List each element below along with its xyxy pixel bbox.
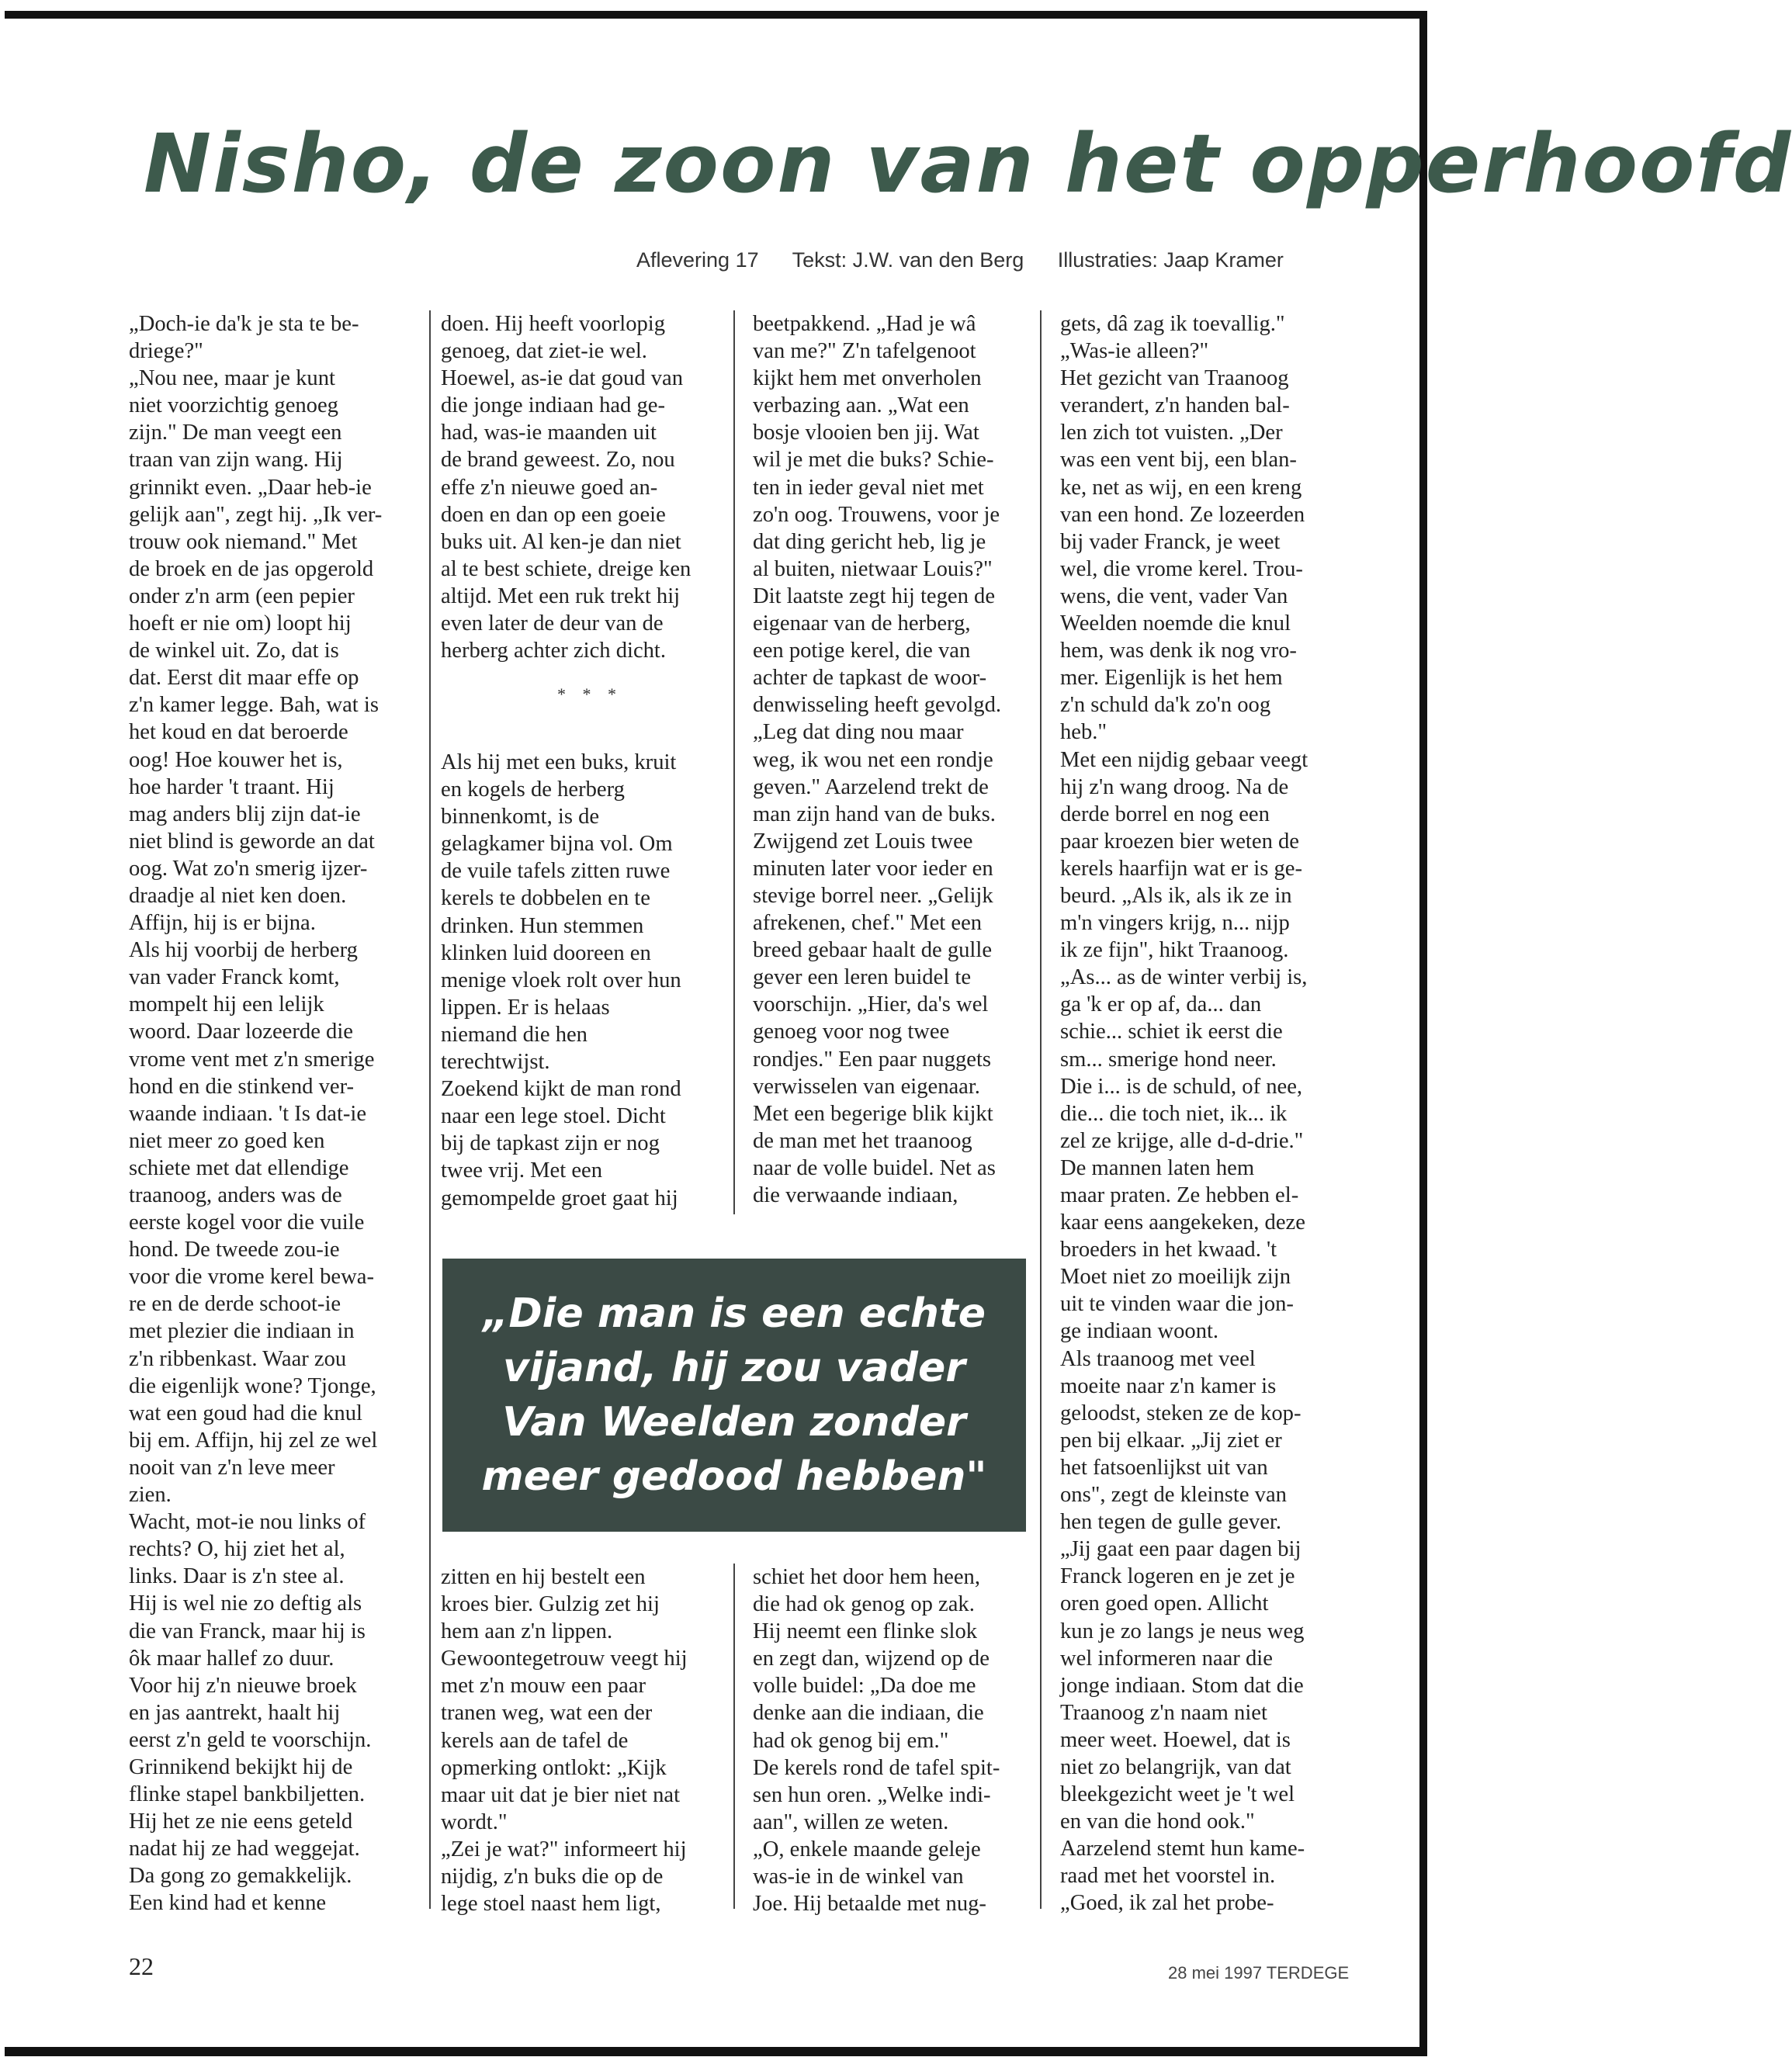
column-1-text: „Doch-ie da'k je sta te be- driege?" „Nou nee, maar je kunt niet voorzichtig genoeg zijn." De man veegt een traan van zijn wang. Hij grinnikt even. „Daar heb-ie gelijk aan", zegt hij. „Ik ver- trouw ook niemand." Met de broek en de jas opgerold onder z'n arm (een pepier hoeft er nie om) loopt hij de winkel uit. Zo, dat is dat. Eerst dit maar effe op z'n kamer legge. Bah, wat is het koud en dat beroerde oog! Hoe kouwer het is, hoe harder 't traant. Hij mag anders blij zijn dat-ie niet blind is geworde an dat oog. Wat zo'n smerig ijzer- draadje al niet ken doen. Affijn, hij is er bijna. Als hij voorbij de herberg van vader Franck komt, mompelt hij een lelijk woord. Daar lozeerde die vrome vent met z'n smerige hond en die stinkend ver- waande indiaan. 't Is dat-ie niet meer zo goed ken schiete met dat ellendige traanoog, anders was de eerste kogel voor die vuile hond. De tweede zou-ie voor die vrome kerel bewa- re en de derde schoot-ie met plezier die indiaan in z'n ribbenkast. Waar zou die eigenlijk wone? Tjonge, wat een goud had die knul bij em. Affijn, hij zel ze wel nooit van z'n leve meer zien. Wacht, mot-ie nou links of rechts? O, hij ziet het al, links. Daar is z'n stee al. Hij is wel nie zo deftig als die van Franck, maar hij is ôk maar hallef zo duur. Voor hij z'n nieuwe broek en jas aantrekt, haalt hij eerst z'n geld te voorschijn. Grinnikend bekijkt hij de flinke stapel bankbiljetten. Hij het ze nie eens geteld nadat hij ze had weggejat. Da gong zo gemakkelijk. Een kind had et kenne bbox=[129, 312, 383, 1916]
column-divider bbox=[733, 310, 735, 1214]
story-title: Nisho, de zoon van het opperhoofd bbox=[144, 116, 1792, 211]
illustrator-credit: Illustraties: Jaap Kramer bbox=[1057, 248, 1284, 272]
column-4-text: gets, dâ zag ik toevallig." „Was-ie alleen?" Het gezicht van Traanoog verandert, z'n handen bal- len zich tot vuisten. „Der was een vent bij, een blan- ke, net as wij, en een kreng van een hond. Ze lozeerden bij vader Franck, je weet wel, die vrome kerel. Trou- wens, die vent, vader Van Weelden noemde die knul hem, was denk ik nog vro- mer. Eigenlijk is het hem z'n schuld da'k zo'n oog heb." Met een nijdig gebaar veegt hij z'n wang droog. Na de derde borrel en nog een paar kroezen bier weten de kerels haarfijn wat er is ge- beurd. „Als ik, als ik ze in m'n vingers krijg, n... nijp ik ze fijn", hikt Traanoog. „As... as de winter verbij is, ga 'k er op af, da... dan schie... schiet ik eerst die sm... smerige hond neer. Die i... is de schuld, of nee, die... die toch niet, ik... ik zel ze krijge, alle d-d-drie." De mannen laten hem maar praten. Ze hebben el- kaar eens aangekeken, deze broeders in het kwaad. 't Moet niet zo moeilijk zijn uit te vinden waar die jon- ge indiaan woont. Als traanoog met veel moeite naar z'n kamer is geloodst, steken ze de kop- pen bij elkaar. „Jij ziet er het fatsoenlijkst uit van ons", zegt de kleinste van hen tegen de gulle gever. „Jij gaat een paar dagen bij Franck logeren en je zet je oren goed open. Allicht kun je zo langs je neus weg wel informeren naar die jonge indiaan. Stom dat die Traanoog z'n naam niet meer weet. Hoewel, dat is niet zo belangrijk, van dat bleekgezicht weet je 't wel en van die hond ook." Aarzelend stemt hun kame- raad met het voorstel in. „Goed, ik zal het probe- bbox=[1060, 312, 1308, 1916]
column-2-top-text: doen. Hij heeft voorlopig genoeg, dat ziet-ie wel. Hoewel, as-ie dat goud van die jonge indiaan had ge- had, was-ie maanden uit de brand geweest. Zo, nou effe z'n nieuwe goed an- doen en dan op een goeie buks uit. Al ken-je dan niet al te best schiete, dreige ken altijd. Met een ruk trekt hij even later de deur van de herberg achter zich dicht. bbox=[441, 312, 691, 663]
episode-label: Aflevering 17 bbox=[636, 248, 759, 272]
column-3-bottom-text: schiet het door hem heen, die had ok genog op zak. Hij neemt een flinke slok en zegt dan, wijzend op de volle buidel: „Da doe me denke aan die indiaan, die had ok genog bij em." De kerels rond de tafel spit- sen hun oren. „Welke indi- aan", willen ze weten. „O, enkele maande geleje was-ie in de winkel van Joe. Hij betaalde met nug- bbox=[753, 1565, 1000, 1917]
column-divider bbox=[733, 1564, 735, 1909]
section-break: * * * bbox=[557, 684, 622, 704]
page-number: 22 bbox=[129, 1952, 154, 1980]
column-divider bbox=[429, 310, 431, 1909]
pull-quote bbox=[442, 1259, 1026, 1532]
column-2-bottom-text: zitten en hij bestelt een kroes bier. Gulzig zet hij hem aan z'n lippen. Gewoontegetrouw veegt hij met z'n mouw een paar tranen weg, wat een der kerels aan de tafel de opmerking ontlokt: „Kijk maar uit dat je bier niet nat wordt." „Zei je wat?" informeert hij nijdig, z'n buks die op de lege stoel naast hem ligt, bbox=[441, 1565, 688, 1917]
footer-issue-date: 28 mei 1997 TERDEGE bbox=[1168, 1963, 1350, 1983]
author-credit: Tekst: J.W. van den Berg bbox=[792, 248, 1024, 272]
credits-line bbox=[636, 248, 1335, 272]
pull-quote-text: „Die man is een echte vijand, hij zou vader Van Weelden zonder meer gedood hebben" bbox=[481, 1290, 987, 1500]
column-divider bbox=[1040, 310, 1042, 1909]
column-2-mid-text: Als hij met een buks, kruit en kogels de herberg binnenkomt, is de gelagkamer bijna vol. Om de vuile tafels zitten ruwe kerels te dobbelen en te drinken. Hun stemmen klinken luid dooreen en menige vloek rolt over hun lippen. Er is helaas niemand die hen terechtwijst. Zoekend kijkt de man rond naar een lege stoel. Dicht bij de tapkast zijn er nog twee vrij. Met een gemompelde groet gaat hij bbox=[441, 750, 681, 1210]
column-3-top-text: beetpakkend. „Had je wâ van me?" Z'n tafelgenoot kijkt hem met onverholen verbazing aan. „Wat een bosje vlooien ben jij. Wat wil je met die buks? Schie- ten in ieder geval niet met zo'n oog. Trouwens, voor je dat ding gericht heb, lig je al buiten, nietwaar Louis?" Dit laatste zegt hij tegen de eigenaar van de herberg, een potige kerel, die van achter de tapkast de woor- denwisseling heeft gevolgd. „Leg dat ding nou maar weg, ik wou net een rondje geven." Aarzelend trekt de man zijn hand van de buks. Zwijgend zet Louis twee minuten later voor ieder en stevige borrel neer. „Gelijk afrekenen, chef." Met een breed gebaar haalt de gulle gever een leren buidel te voorschijn. „Hier, da's wel genoeg voor nog twee rondjes." Een paar nuggets verwisselen van eigenaar. Met een begerige blik kijkt de man met het traanoog naar de volle buidel. Net as die verwaande indiaan, bbox=[753, 312, 1002, 1207]
